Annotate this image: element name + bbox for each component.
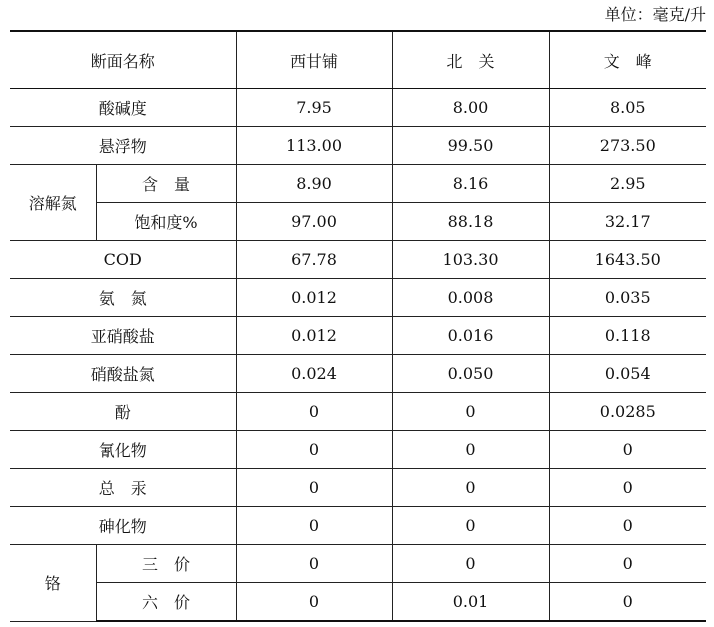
cell-value: 8.16 — [392, 165, 549, 203]
row-label: 氨 氮 — [10, 279, 236, 317]
cell-value: 0 — [392, 431, 549, 469]
group-label: 溶解氮 — [10, 165, 96, 241]
cell-value: 0 — [236, 583, 392, 622]
cell-value: 0.016 — [392, 317, 549, 355]
cell-value: 1643.50 — [549, 241, 706, 279]
cell-value: 0.050 — [392, 355, 549, 393]
row-label: 亚硝酸盐 — [10, 317, 236, 355]
cell-value: 99.50 — [392, 127, 549, 165]
table-row — [10, 469, 706, 507]
cell-value: 0 — [549, 431, 706, 469]
cell-value: 103.30 — [392, 241, 549, 279]
row-label: 悬浮物 — [10, 127, 236, 165]
cell-value: 32.17 — [549, 203, 706, 241]
cell-value: 0 — [549, 545, 706, 583]
row-sublabel: 饱和度% — [96, 203, 236, 241]
table-row — [10, 545, 706, 583]
cell-value: 0.012 — [236, 317, 392, 355]
table-row — [10, 507, 706, 545]
row-label: 砷化物 — [10, 507, 236, 545]
cell-value: 0 — [392, 469, 549, 507]
water-quality-table — [10, 30, 706, 622]
table-row — [10, 583, 706, 622]
header-section-name: 断面名称 — [10, 31, 236, 89]
cell-value: 67.78 — [236, 241, 392, 279]
table-row — [10, 279, 706, 317]
cell-value: 0 — [236, 545, 392, 583]
unit-label: 单位：毫克/升 — [604, 5, 706, 24]
cell-value: 0.054 — [549, 355, 706, 393]
row-label: 总 汞 — [10, 469, 236, 507]
cell-value: 0 — [549, 507, 706, 545]
cell-value: 273.50 — [549, 127, 706, 165]
cell-value: 0.035 — [549, 279, 706, 317]
cell-value: 0.01 — [392, 583, 549, 622]
cell-value: 0.012 — [236, 279, 392, 317]
cell-value: 8.90 — [236, 165, 392, 203]
cell-value: 0 — [392, 393, 549, 431]
row-label: 酚 — [10, 393, 236, 431]
cell-value: 8.00 — [392, 89, 549, 127]
cell-value: 0 — [392, 507, 549, 545]
table-row — [10, 203, 706, 241]
row-label: COD — [10, 241, 236, 279]
table-row — [10, 355, 706, 393]
cell-value: 0.0285 — [549, 393, 706, 431]
cell-value: 0 — [236, 393, 392, 431]
table-row — [10, 241, 706, 279]
cell-value: 7.95 — [236, 89, 392, 127]
cell-value: 0 — [549, 469, 706, 507]
row-label: 酸碱度 — [10, 89, 236, 127]
header-site-beiguan: 北 关 — [392, 31, 549, 89]
cell-value: 0.118 — [549, 317, 706, 355]
cell-value: 8.05 — [549, 89, 706, 127]
header-row — [10, 31, 706, 89]
row-sublabel: 三 价 — [96, 545, 236, 583]
cell-value: 0 — [236, 469, 392, 507]
cell-value: 2.95 — [549, 165, 706, 203]
table-row — [10, 89, 706, 127]
cell-value: 0 — [236, 431, 392, 469]
table-row — [10, 431, 706, 469]
row-sublabel: 含 量 — [96, 165, 236, 203]
cell-value: 97.00 — [236, 203, 392, 241]
table-row — [10, 127, 706, 165]
header-site-xiganpu: 西甘铺 — [236, 31, 392, 89]
cell-value: 113.00 — [236, 127, 392, 165]
cell-value: 0 — [236, 507, 392, 545]
group-label: 铬 — [10, 545, 96, 622]
table-row — [10, 165, 706, 203]
cell-value: 0.008 — [392, 279, 549, 317]
row-sublabel: 六 价 — [96, 583, 236, 622]
header-site-wenfeng: 文 峰 — [549, 31, 706, 89]
table-row — [10, 317, 706, 355]
row-label: 氰化物 — [10, 431, 236, 469]
cell-value: 88.18 — [392, 203, 549, 241]
cell-value: 0.024 — [236, 355, 392, 393]
cell-value: 0 — [392, 545, 549, 583]
row-label: 硝酸盐氮 — [10, 355, 236, 393]
cell-value: 0 — [549, 583, 706, 622]
table-row — [10, 393, 706, 431]
